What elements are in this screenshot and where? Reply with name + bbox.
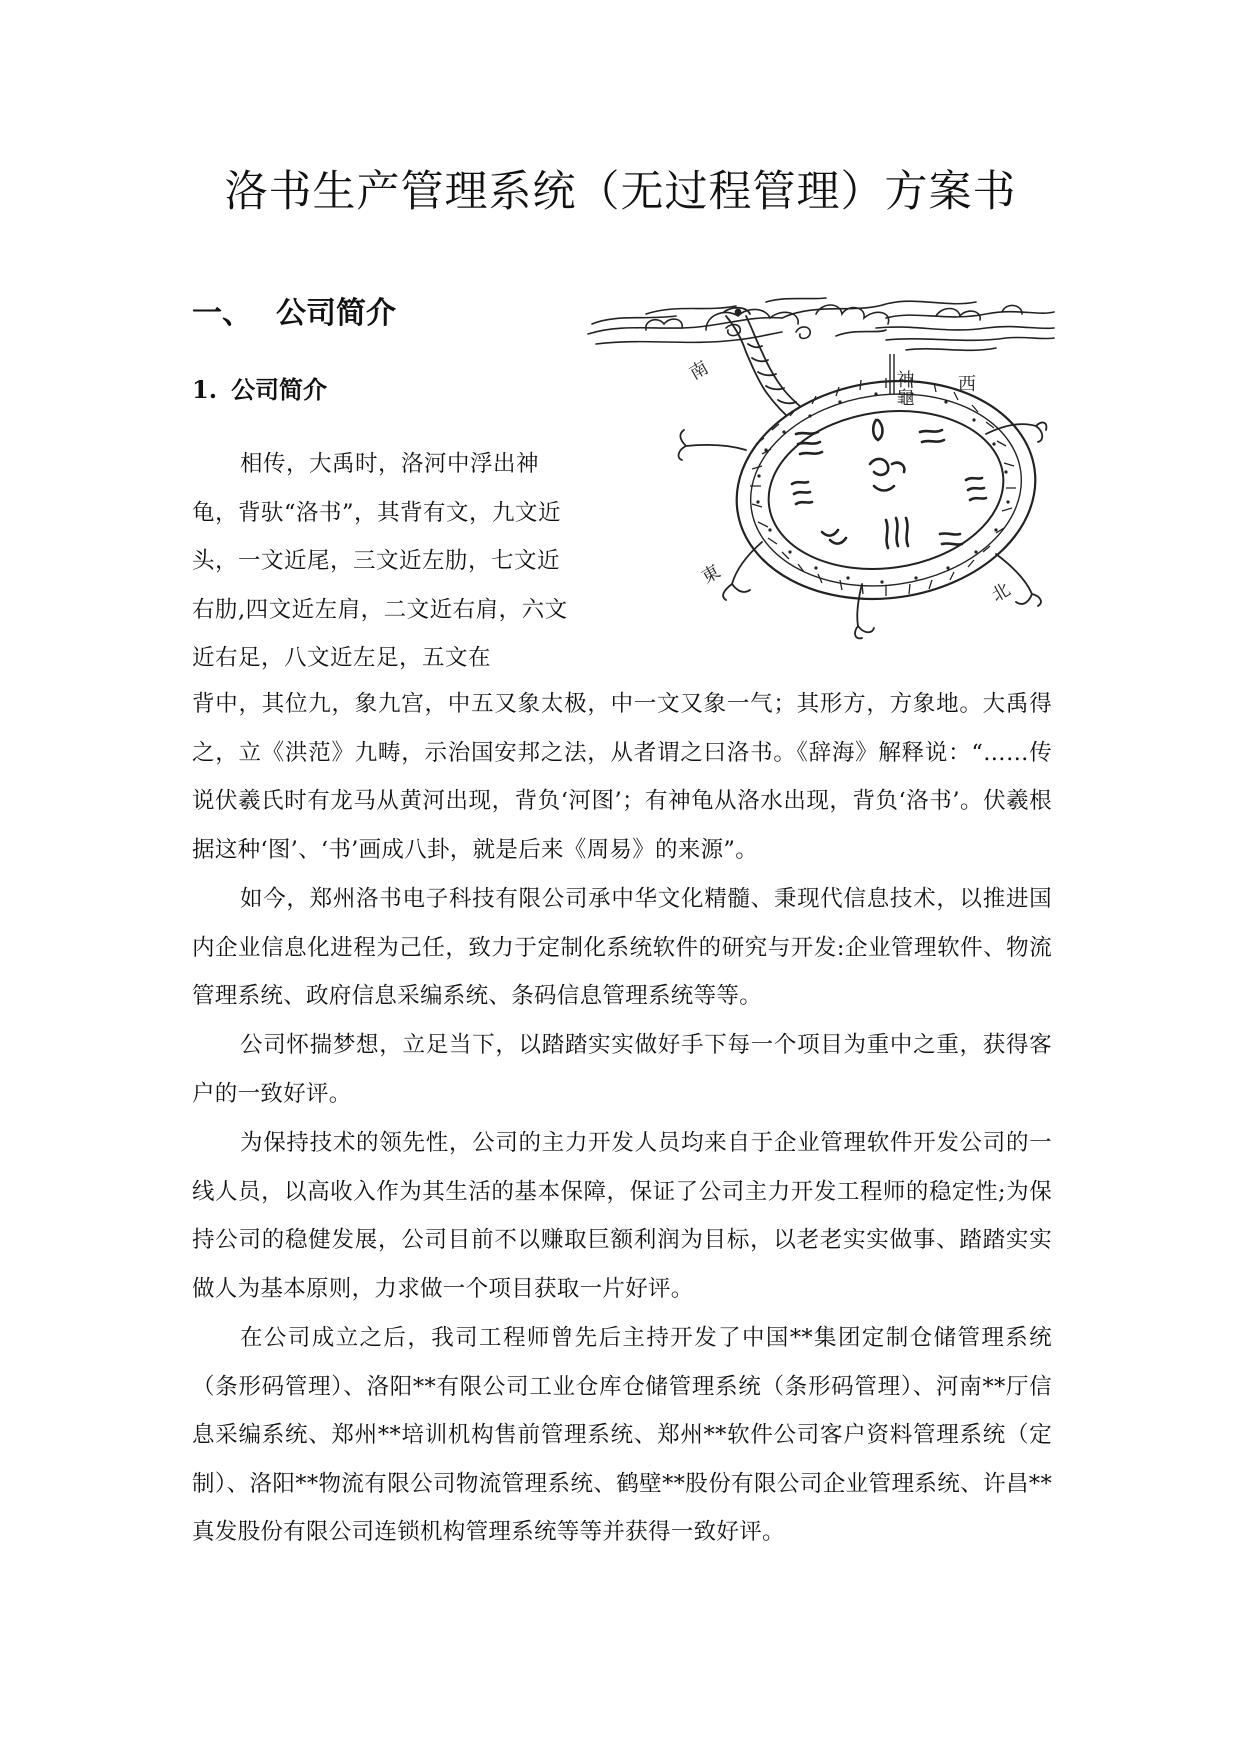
luoshu-turtle-illustration <box>586 294 1056 666</box>
paragraph-intro-continued: 背中，其位九，象九宫，中五又象太极，中一文又象一气；其形方，方象地。大禹得之，立《洪范》九畴，示治国安邦之法，从者谓之曰洛书。《辞海》解释说：“……传说伏羲氏时有龙马从黄河出现，背负‘河图’；有神龟从洛水出现，背负‘洛书’。伏羲根据这种‘图’、‘书’画成八卦，就是后来《周易》的来源”。 <box>192 691 1052 863</box>
label-north: 北 <box>988 579 1015 607</box>
document-title: 洛书生产管理系统（无过程管理）方案书 <box>224 167 1017 217</box>
label-divine-turtle: 神龜 <box>893 370 915 406</box>
cloud-band <box>588 298 1054 350</box>
section-heading <box>192 288 396 332</box>
subsection-title: 公司简介 <box>231 376 328 404</box>
subsection-number: 1. <box>192 375 218 404</box>
label-west: 西 <box>958 374 976 395</box>
label-south: 南 <box>686 357 713 385</box>
label-east: 東 <box>698 561 725 589</box>
paragraph-technology: 为保持技术的领先性，公司的主力开发人员均来自于企业管理软件开发公司的一线人员，以高收入作为其生活的基本保障，保证了公司主力开发工程师的稳定性;为保持公司的稳健发展，公司目前不以赚取巨额利润为目标，以老老实实做事、踏踏实实做人为基本原则，力求做一个项目获取一片好评。 <box>192 1130 1052 1302</box>
paragraph-projects: 在公司成立之后，我司工程师曾先后主持开发了中国**集团定制仓储管理系统（条形码管理）、洛阳**有限公司工业仓库仓储管理系统（条形码管理）、河南**厅信息采编系统、郑州**培训机构售前管理系统、郑州**软件公司客户资料管理系统（定制）、洛阳**物流有限公司物流管理系统、鹤壁**股份有限公司企业管理系统、许昌**真发股份有限公司连锁机构管理系统等等并获得一致好评。 <box>192 1325 1052 1545</box>
section-number: 一、 <box>192 296 252 331</box>
subsection-heading <box>192 370 327 405</box>
paragraph-company-dream: 公司怀揣梦想，立足当下，以踏踏实实做好手下每一个项目为重中之重，获得客户的一致好评。 <box>192 1032 1052 1107</box>
section-title: 公司简介 <box>276 296 396 331</box>
paragraph-company-now: 如今，郑州洛书电子科技有限公司承中华文化精髓、秉现代信息技术，以推进国内企业信息化进程为己任，致力于定制化系统软件的研究与开发:企业管理软件、物流管理系统、政府信息采编系统、条码信息管理系统等等。 <box>192 886 1052 1009</box>
paragraph-intro-wrapped: 相传，大禹时，洛河中浮出神龟，背驮“洛书”，其背有文，九文近头，一文近尾，三文近左肋，七文近右肋,四文近左肩，二文近右肩，六文近右足，八文近左足，五文在 <box>192 451 568 671</box>
